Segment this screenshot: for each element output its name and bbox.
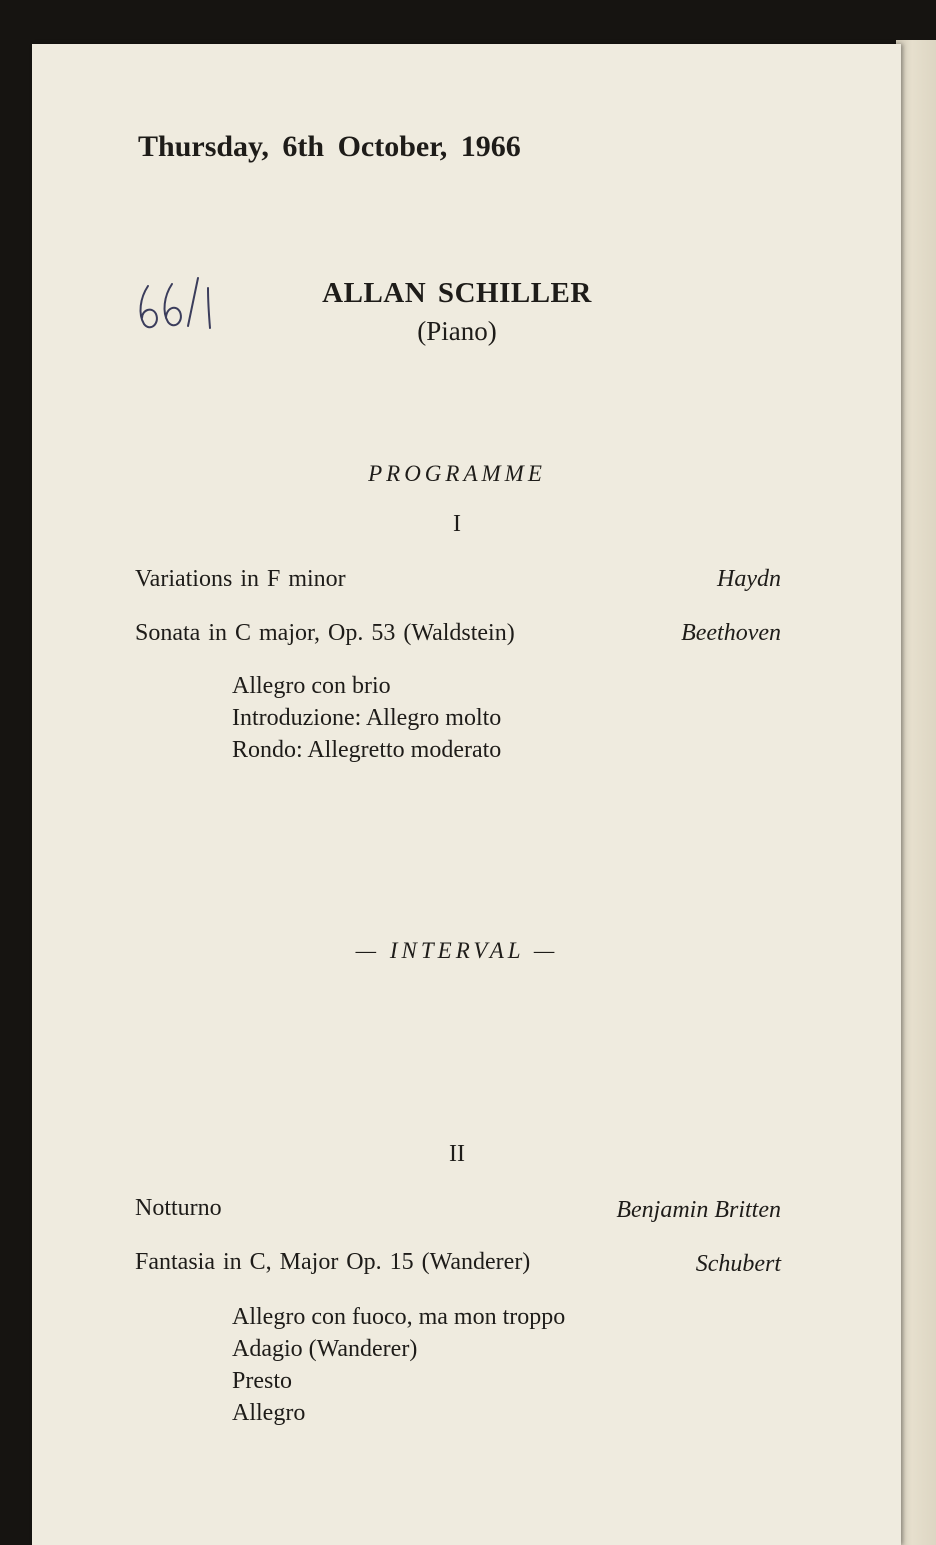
work-title: Sonata in C major, Op. 53 (Waldstein): [135, 620, 515, 646]
performer-name: ALLAN SCHILLER: [322, 277, 592, 309]
programme-page: [32, 44, 901, 1545]
composer-name: Schubert: [695, 1251, 781, 1277]
movement-title: Adagio (Wanderer): [232, 1336, 418, 1362]
work-title: Fantasia in C, Major Op. 15 (Wanderer): [135, 1249, 531, 1275]
composer-name: Haydn: [717, 566, 781, 592]
part-numeral: I: [453, 511, 461, 537]
handwritten-note: [132, 276, 220, 332]
movement-title: Introduzione: Allegro molto: [232, 705, 502, 731]
next-page-edge: [896, 40, 936, 1545]
part-numeral: II: [449, 1141, 465, 1167]
work-title: Variations in F minor: [135, 566, 346, 592]
movement-title: Allegro con brio: [232, 673, 391, 699]
movement-title: Rondo: Allegretto moderato: [232, 737, 502, 763]
interval-heading: — INTERVAL —: [355, 938, 559, 963]
programme-heading: PROGRAMME: [368, 461, 546, 486]
performer-instrument: (Piano): [417, 316, 497, 346]
movement-title: Allegro: [232, 1400, 306, 1426]
concert-date: Thursday, 6th October, 1966: [138, 130, 521, 163]
composer-name: Benjamin Britten: [616, 1197, 781, 1223]
work-title: Notturno: [135, 1195, 222, 1221]
movement-title: Allegro con fuoco, ma mon troppo: [232, 1304, 566, 1330]
movement-title: Presto: [232, 1368, 292, 1394]
composer-name: Beethoven: [681, 620, 781, 646]
